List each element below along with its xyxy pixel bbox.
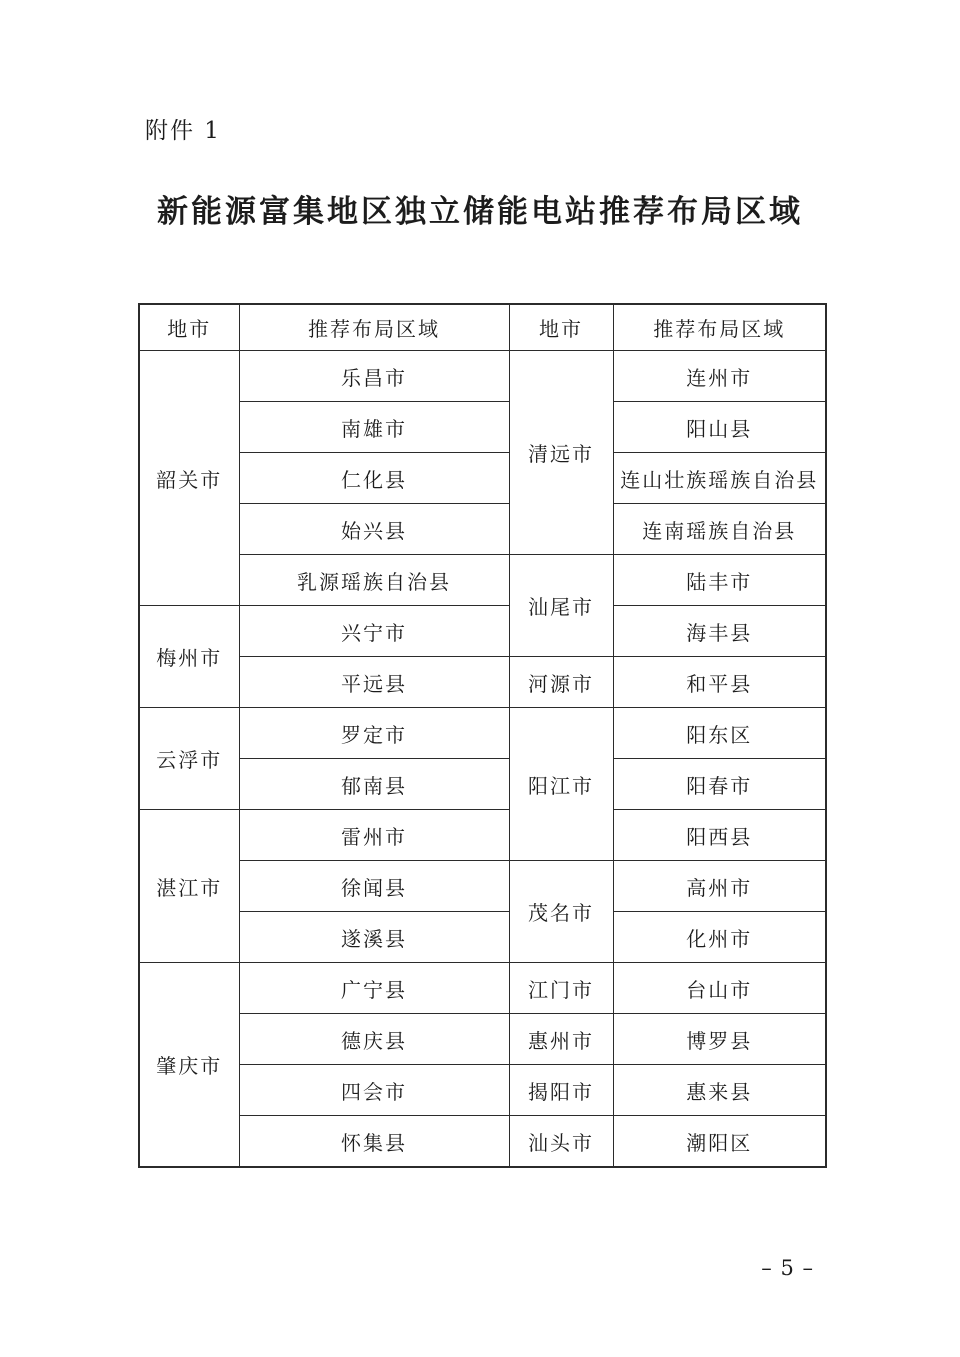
city-cell-right: 揭阳市 [509, 1065, 613, 1116]
page-title: 新能源富集地区独立储能电站推荐布局区域 [157, 194, 803, 230]
table-row [139, 402, 826, 453]
page-number: – 5 – [761, 1256, 814, 1280]
area-cell-right: 高州市 [613, 861, 826, 912]
area-cell-left: 怀集县 [239, 1116, 509, 1168]
city-cell-right: 江门市 [509, 963, 613, 1014]
attachment-label: 附件 1 [145, 118, 221, 144]
header-area-left: 推荐布局区域 [239, 304, 509, 351]
city-cell-right: 汕头市 [509, 1116, 613, 1168]
table-row [139, 606, 826, 657]
area-cell-right: 阳山县 [613, 402, 826, 453]
area-cell-right: 博罗县 [613, 1014, 826, 1065]
table-row [139, 1065, 826, 1116]
area-cell-left: 广宁县 [239, 963, 509, 1014]
table-row [139, 810, 826, 861]
area-cell-left: 乐昌市 [239, 351, 509, 402]
area-cell-left: 平远县 [239, 657, 509, 708]
area-cell-left: 兴宁市 [239, 606, 509, 657]
table-head [139, 304, 826, 351]
area-cell-left: 始兴县 [239, 504, 509, 555]
area-cell-left: 南雄市 [239, 402, 509, 453]
header-city-right: 地市 [509, 304, 613, 351]
header-area-right: 推荐布局区域 [613, 304, 826, 351]
table-row [139, 912, 826, 963]
area-cell-right: 连南瑶族自治县 [613, 504, 826, 555]
table-body [139, 351, 826, 1168]
table-row [139, 351, 826, 402]
area-cell-left: 仁化县 [239, 453, 509, 504]
area-cell-left: 雷州市 [239, 810, 509, 861]
area-cell-left: 四会市 [239, 1065, 509, 1116]
area-cell-right: 海丰县 [613, 606, 826, 657]
area-cell-right: 陆丰市 [613, 555, 826, 606]
table-row [139, 861, 826, 912]
city-cell-left: 梅州市 [139, 606, 239, 708]
table-row [139, 657, 826, 708]
table-row [139, 708, 826, 759]
area-cell-left: 乳源瑶族自治县 [239, 555, 509, 606]
city-cell-right: 汕尾市 [509, 555, 613, 657]
city-cell-right: 阳江市 [509, 708, 613, 861]
area-cell-right: 潮阳区 [613, 1116, 826, 1168]
area-cell-left: 遂溪县 [239, 912, 509, 963]
city-cell-left: 肇庆市 [139, 963, 239, 1168]
table-row [139, 759, 826, 810]
city-cell-right: 惠州市 [509, 1014, 613, 1065]
city-cell-left: 韶关市 [139, 351, 239, 606]
area-cell-left: 郁南县 [239, 759, 509, 810]
city-cell-left: 湛江市 [139, 810, 239, 963]
table-row [139, 504, 826, 555]
table-row [139, 1014, 826, 1065]
table-row [139, 453, 826, 504]
table-header-row [139, 304, 826, 351]
table-row [139, 963, 826, 1014]
table-row [139, 1116, 826, 1168]
header-city-left: 地市 [139, 304, 239, 351]
city-cell-left: 云浮市 [139, 708, 239, 810]
table-row [139, 555, 826, 606]
area-cell-right: 惠来县 [613, 1065, 826, 1116]
area-cell-right: 连山壮族瑶族自治县 [613, 453, 826, 504]
area-cell-right: 连州市 [613, 351, 826, 402]
city-cell-right: 清远市 [509, 351, 613, 555]
city-cell-right: 茂名市 [509, 861, 613, 963]
area-cell-left: 徐闻县 [239, 861, 509, 912]
area-cell-right: 阳春市 [613, 759, 826, 810]
city-cell-right: 河源市 [509, 657, 613, 708]
area-cell-right: 台山市 [613, 963, 826, 1014]
area-cell-right: 和平县 [613, 657, 826, 708]
area-cell-left: 罗定市 [239, 708, 509, 759]
area-cell-right: 化州市 [613, 912, 826, 963]
area-cell-right: 阳西县 [613, 810, 826, 861]
area-cell-right: 阳东区 [613, 708, 826, 759]
recommended-areas-table [138, 303, 827, 1168]
area-cell-left: 德庆县 [239, 1014, 509, 1065]
